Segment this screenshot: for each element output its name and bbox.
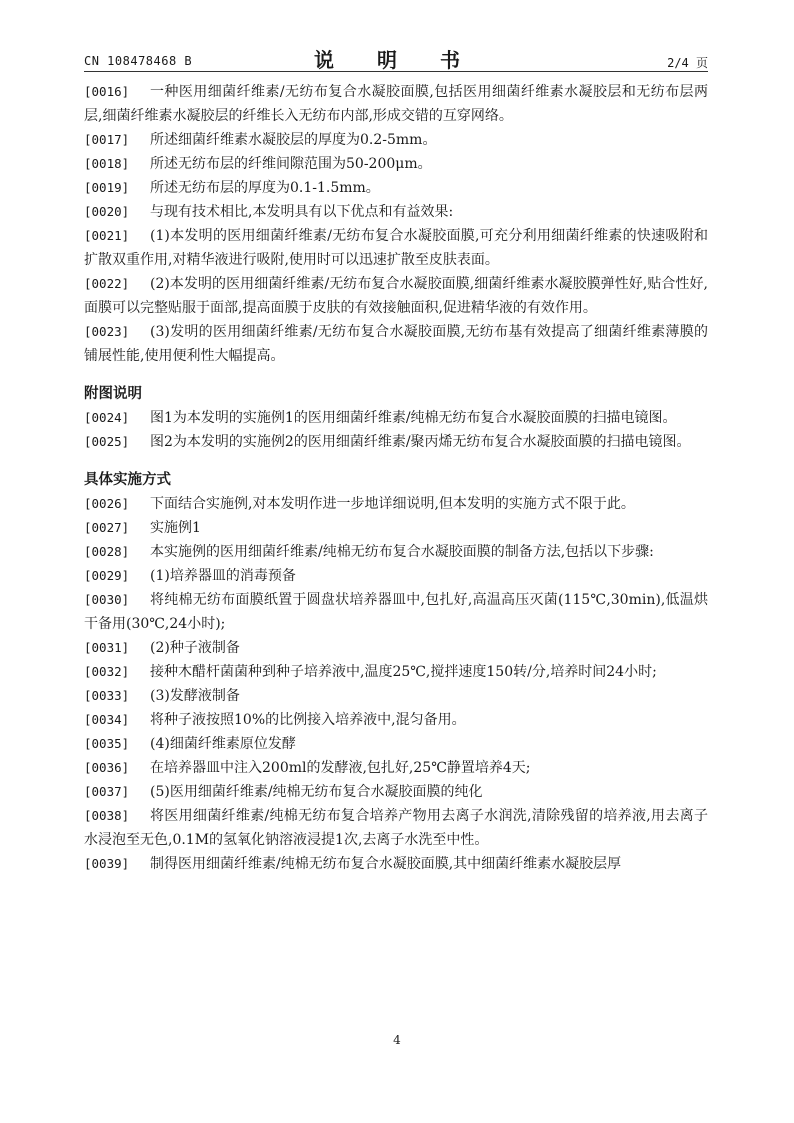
paragraph: [84, 708, 708, 732]
paragraph-number: [0036]: [84, 760, 130, 775]
paragraph-text: 将种子液按照10%的比例接入培养液中,混匀备用。: [150, 712, 466, 728]
page-header: [84, 44, 708, 70]
paragraph-text: 制得医用细菌纤维素/纯棉无纺布复合水凝胶面膜,其中细菌纤维素水凝胶层厚: [150, 856, 622, 872]
paragraph-text: 图1为本发明的实施例1的医用细菌纤维素/纯棉无纺布复合水凝胶面膜的扫描电镜图。: [150, 410, 677, 426]
paragraph: [84, 684, 708, 708]
paragraph-text: 图2为本发明的实施例2的医用细菌纤维素/聚丙烯无纺布复合水凝胶面膜的扫描电镜图。: [150, 434, 691, 450]
paragraph-number: [0030]: [84, 592, 130, 607]
paragraph: [84, 80, 708, 128]
paragraph-text: 实施例1: [150, 520, 201, 536]
paragraph-text: (5)医用细菌纤维素/纯棉无纺布复合水凝胶面膜的纯化: [150, 784, 483, 800]
paragraph-text: (2)种子液制备: [150, 640, 240, 656]
paragraph-number: [0025]: [84, 434, 130, 449]
paragraph-text: 所述无纺布层的纤维间隙范围为50-200μm。: [150, 156, 432, 172]
paragraph: [84, 176, 708, 200]
page-number: 4: [393, 1033, 401, 1047]
paragraph: [84, 516, 708, 540]
paragraph: [84, 492, 708, 516]
paragraph: [84, 804, 708, 852]
paragraph-text: (1)培养器皿的消毒预备: [150, 568, 296, 584]
patent-number: CN 108478468 B: [84, 54, 193, 68]
paragraph-text: 所述无纺布层的厚度为0.1-1.5mm。: [150, 180, 380, 196]
paragraph: [84, 224, 708, 272]
paragraph-text: 在培养器皿中注入200ml的发酵液,包扎好,25℃静置培养4天;: [150, 760, 531, 776]
section-heading: 附图说明: [84, 386, 142, 402]
paragraph: [84, 852, 708, 876]
paragraph-number: [0024]: [84, 410, 130, 425]
paragraph-text: 下面结合实施例,对本发明作进一步地详细说明,但本发明的实施方式不限于此。: [150, 496, 635, 512]
paragraph-number: [0029]: [84, 568, 130, 583]
paragraph-number: [0027]: [84, 520, 130, 535]
paragraph-text: 将纯棉无纺布面膜纸置于圆盘状培养器皿中,包扎好,高温高压灭菌(115℃,30min),低温烘干备用(30℃,24小时);: [84, 592, 708, 632]
paragraph: [84, 780, 708, 804]
paragraph-text: (3)发酵液制备: [150, 688, 240, 704]
paragraph-number: [0023]: [84, 324, 130, 339]
paragraph-text: 与现有技术相比,本发明具有以下优点和有益效果:: [150, 204, 454, 220]
paragraph: [84, 320, 708, 368]
paragraph-text: (4)细菌纤维素原位发酵: [150, 736, 296, 752]
paragraph-text: 本实施例的医用细菌纤维素/纯棉无纺布复合水凝胶面膜的制备方法,包括以下步骤:: [150, 544, 654, 560]
paragraph-number: [0020]: [84, 204, 130, 219]
paragraph-number: [0022]: [84, 276, 130, 291]
paragraph-text: 接种木醋杆菌菌种到种子培养液中,温度25℃,搅拌速度150转/分,培养时间24小时;: [150, 664, 657, 680]
paragraph-number: [0018]: [84, 156, 130, 171]
paragraph: [84, 636, 708, 660]
paragraph: [84, 406, 708, 430]
paragraph-number: [0035]: [84, 736, 130, 751]
paragraph: [84, 732, 708, 756]
paragraph: [84, 152, 708, 176]
paragraph-text: (1)本发明的医用细菌纤维素/无纺布复合水凝胶面膜,可充分利用细菌纤维素的快速吸附和扩散双重作用,对精华液进行吸附,使用时可以迅速扩散至皮肤表面。: [84, 228, 708, 268]
paragraph-text: 所述细菌纤维素水凝胶层的厚度为0.2-5mm。: [150, 132, 437, 148]
paragraph-text: 一种医用细菌纤维素/无纺布复合水凝胶面膜,包括医用细菌纤维素水凝胶层和无纺布层两层,细菌纤维素水凝胶层的纤维长入无纺布内部,形成交错的互穿网络。: [84, 84, 708, 124]
document-title: 说 明 书: [314, 48, 478, 72]
paragraph: [84, 564, 708, 588]
document-body: [84, 80, 708, 876]
paragraph-number: [0033]: [84, 688, 130, 703]
paragraph: [84, 540, 708, 564]
paragraph-number: [0032]: [84, 664, 130, 679]
paragraph: [84, 128, 708, 152]
page-of-total: 2/4 页: [667, 56, 708, 70]
paragraph: [84, 430, 708, 454]
paragraph-number: [0039]: [84, 856, 130, 871]
paragraph-number: [0019]: [84, 180, 130, 195]
paragraph-text: 将医用细菌纤维素/纯棉无纺布复合培养产物用去离子水润洗,清除残留的培养液,用去离子水浸泡至无色,0.1M的氢氧化钠溶液浸提1次,去离子水洗至中性。: [84, 808, 708, 848]
paragraph-number: [0021]: [84, 228, 130, 243]
paragraph-number: [0038]: [84, 808, 130, 823]
paragraph: [84, 272, 708, 320]
paragraph: [84, 588, 708, 636]
section-heading: 具体实施方式: [84, 472, 171, 488]
paragraph-text: (2)本发明的医用细菌纤维素/无纺布复合水凝胶面膜,细菌纤维素水凝胶膜弹性好,贴合性好,面膜可以完整贴服于面部,提高面膜于皮肤的有效接触面积,促进精华液的有效作用。: [84, 276, 708, 316]
paragraph: [84, 756, 708, 780]
paragraph-text: (3)发明的医用细菌纤维素/无纺布复合水凝胶面膜,无纺布基有效提高了细菌纤维素薄膜的铺展性能,使用便利性大幅提高。: [84, 324, 708, 364]
paragraph: [84, 660, 708, 684]
paragraph-number: [0028]: [84, 544, 130, 559]
paragraph-number: [0026]: [84, 496, 130, 511]
paragraph-number: [0037]: [84, 784, 130, 799]
paragraph-number: [0017]: [84, 132, 130, 147]
header-rule: [84, 71, 708, 72]
paragraph-number: [0031]: [84, 640, 130, 655]
paragraph: [84, 200, 708, 224]
paragraph-number: [0034]: [84, 712, 130, 727]
paragraph-number: [0016]: [84, 84, 130, 99]
